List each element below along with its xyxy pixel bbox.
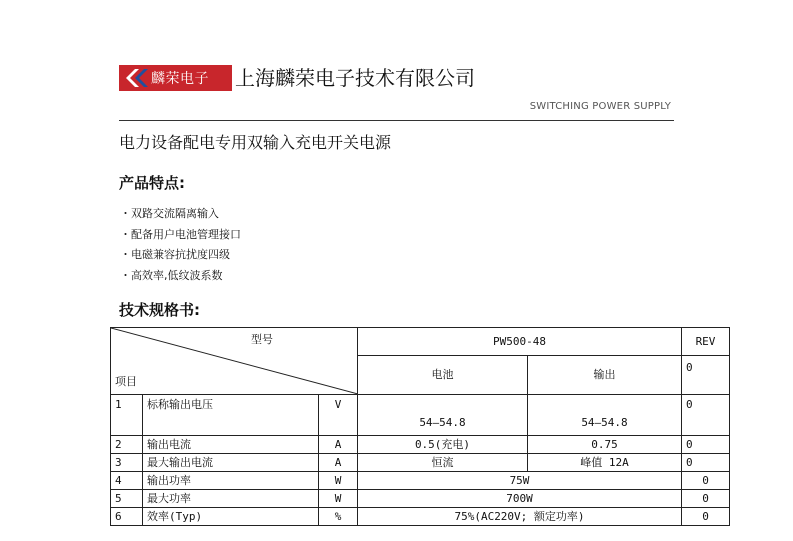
diagonal-line [111, 328, 358, 394]
row-merged-value: 700W [358, 490, 682, 508]
logo-text: 麟荣电子 [151, 71, 209, 87]
row-battery: 54—54.8 [358, 395, 528, 436]
row-no: 5 [111, 490, 143, 508]
col-output: 输出 [528, 356, 682, 395]
row-output: 54—54.8 [528, 395, 682, 436]
col-battery: 电池 [358, 356, 528, 395]
company-logo [119, 65, 232, 91]
row-rev: 0 [682, 472, 730, 490]
row-rev: 0 [682, 436, 730, 454]
double-chevron-left-icon [123, 68, 149, 88]
spec-table [110, 327, 730, 526]
document-title: 电力设备配电专用双输入充电开关电源 [119, 133, 392, 152]
row-unit: % [319, 508, 358, 526]
rev-label: REV [682, 328, 730, 356]
row-rev: 0 [682, 508, 730, 526]
row-name: 输出电流 [143, 436, 319, 454]
row-battery: 恒流 [358, 454, 528, 472]
row-output: 0.75 [528, 436, 682, 454]
feature-item: ・双路交流隔离输入 [120, 207, 219, 220]
row-merged-value: 75%(AC220V; 额定功率) [358, 508, 682, 526]
row-no: 6 [111, 508, 143, 526]
row-name: 标称输出电压 [143, 395, 319, 436]
row-name: 输出功率 [143, 472, 319, 490]
row-no: 3 [111, 454, 143, 472]
row-rev: 0 [682, 395, 730, 436]
row-rev: 0 [682, 490, 730, 508]
company-name: 上海麟荣电子技术有限公司 [235, 66, 475, 90]
row-name: 效率(Typ) [143, 508, 319, 526]
row-name: 最大输出电流 [143, 454, 319, 472]
spec-heading: 技术规格书: [119, 301, 200, 319]
row-unit: A [319, 436, 358, 454]
rev-value: 0 [682, 356, 730, 395]
model-value: PW500-48 [358, 328, 682, 356]
model-label: 型号 [251, 333, 273, 346]
row-unit: W [319, 490, 358, 508]
row-name: 最大功率 [143, 490, 319, 508]
feature-item: ・配备用户电池管理接口 [120, 227, 241, 241]
features-heading: 产品特点: [119, 174, 185, 192]
letterhead [119, 63, 674, 123]
header-divider [119, 120, 674, 121]
feature-item: ・电磁兼容抗扰度四级 [120, 248, 230, 261]
row-unit: W [319, 472, 358, 490]
row-output: 峰值 12A [528, 454, 682, 472]
header-diagonal-cell [111, 328, 358, 395]
row-rev: 0 [682, 454, 730, 472]
item-label: 项目 [115, 375, 137, 388]
slogan: SWITCHING POWER SUPPLY [529, 101, 671, 112]
row-merged-value: 75W [358, 472, 682, 490]
row-no: 1 [111, 395, 143, 436]
feature-item: ・高效率,低纹波系数 [120, 268, 223, 282]
row-no: 2 [111, 436, 143, 454]
row-unit: V [319, 395, 358, 436]
row-no: 4 [111, 472, 143, 490]
row-unit: A [319, 454, 358, 472]
feature-list [120, 204, 241, 286]
row-battery: 0.5(充电) [358, 436, 528, 454]
